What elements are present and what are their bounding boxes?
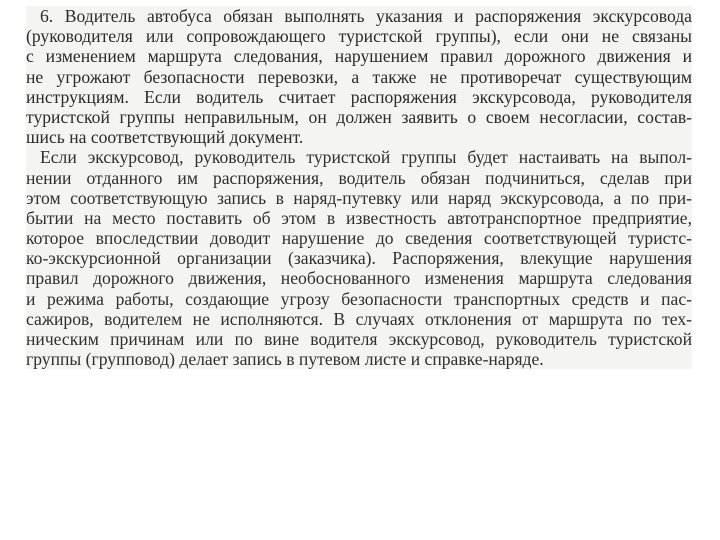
text-line: группы (групповод) делает запись в путевом листе и справке-наряде. [26,349,544,370]
text-line: ническим причинам или по вине водителя экскурсовод, руководитель туристской [26,329,692,349]
text-line: с изменением маршрута следования, нарушением правил дорожного движения и [26,46,692,67]
paragraph-1 [26,6,692,147]
text-line: и режима работы, создающие угрозу безопасности транспортных средств и пас- [26,288,692,309]
text-line: туристской группы неправильным, он должен заявить о своем несогласии, состав- [26,106,692,127]
text-line: правил дорожного движения, необоснованного изменения маршрута следования [26,268,692,289]
text-line: (руководителя или сопровождающего туристской группы), если они не связаны [26,26,692,47]
text-line: инструкциям. Если водитель считает распоряжения экскурсовода, руководителя [26,86,692,107]
text-line: ко-экскурсионной организации (заказчика). Распоряжения, влекущие нарушения [26,248,692,269]
text-line: нении отданного им распоряжения, водитель обязан подчиниться, сделав при [26,167,692,188]
text-line: шись на соответствующий документ. [26,127,304,148]
text-line: Если экскурсовод, руководитель туристской группы будет настаивать на выпол- [40,147,692,168]
text-line: сажиров, водителем не исполняются. В случаях отклонения от маршрута по тех- [26,308,692,329]
text-line: 6. Водитель автобуса обязан выполнять указания и распоряжения экскурсовода [40,6,692,26]
text-line: которое впоследствии доводит нарушение до сведения соответствующей туристс- [26,228,692,249]
text-line: не угрожают безопасности перевозки, а также не противоречат существующим [26,66,692,87]
text-line: бытии на место поставить об этом в известность автотранспортное предприятие, [26,207,692,228]
text-line: этом соответствующую запись в наряд-путевку или наряд экскурсовода, а по при- [26,187,692,208]
paragraph-2 [26,147,692,369]
scanned-text-block [26,6,692,369]
